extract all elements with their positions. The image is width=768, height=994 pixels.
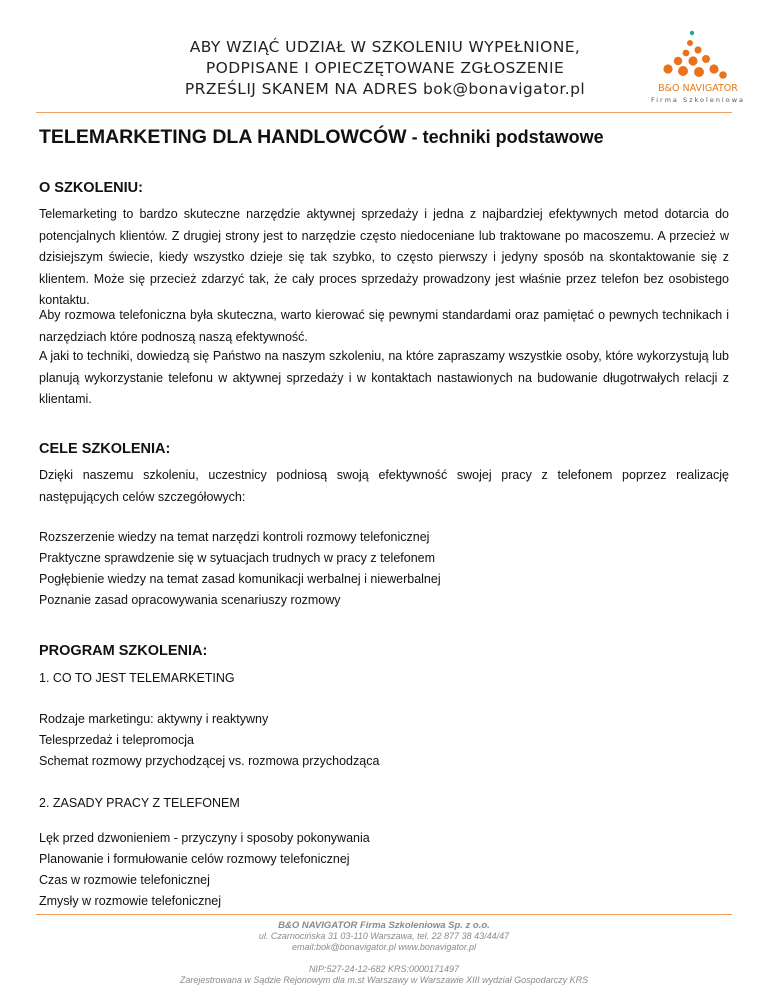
logo-subtitle: Firma Szkoleniowa xyxy=(650,96,746,104)
header-divider xyxy=(36,112,732,113)
goals-intro: Dzięki naszemu szkoleniu, uczestnicy podniosą swoją efektywność swojej pracy z telefonem poprzez realizację następujących celów szczegółowych: xyxy=(39,468,729,504)
program-item: Schemat rozmowy przychodzącej vs. rozmowa przychodząca xyxy=(39,754,380,768)
about-paragraph-3: A jaki to techniki, dowiedzą się Państwo na naszym szkoleniu, na które zapraszamy wszystkie osoby, które wykorzystują lub planują wykorzystanie telefonu w aktywnej sprzedaży i w kontaktach nastawionych na budowanie długotrwałych relacji z klientami. xyxy=(39,349,729,406)
notice-line-2: PODPISANE I OPIECZĘTOWANE ZGŁOSZENIE xyxy=(205,59,565,77)
program-item: Czas w rozmowie telefonicznej xyxy=(39,873,210,887)
title-main: TELEMARKETING DLA HANDLOWCÓW xyxy=(39,126,407,148)
notice-line-1: ABY WZIĄĆ UDZIAŁ W SZKOLENIU WYPEŁNIONE, xyxy=(189,38,581,56)
program-section-2-title: 2. ZASADY PRACY Z TELEFONEM xyxy=(39,796,240,810)
title-rest: - techniki podstawowe xyxy=(406,127,604,147)
goal-item: Praktyczne sprawdzenie się w sytuacjach trudnych w pracy z telefonem xyxy=(39,551,436,565)
footer-ids: NIP:527-24-12-682 KRS:0000171497 xyxy=(308,964,460,974)
about-heading: O SZKOLENIU: xyxy=(39,180,143,196)
footer-divider xyxy=(36,914,732,915)
program-section-1-title: 1. CO TO JEST TELEMARKETING xyxy=(39,671,235,685)
registration-notice xyxy=(150,37,620,100)
goal-item: Poznanie zasad opracowywania scenariuszy rozmowy xyxy=(39,593,341,607)
footer-address: ul. Czarnocińska 31 03-110 Warszawa, tel. 22 877 38 43/44/47 xyxy=(258,931,510,941)
program-item: Zmysły w rozmowie telefonicznej xyxy=(39,894,221,908)
notice-line-3: PRZEŚLIJ SKANEM NA ADRES bok@bonavigator.pl xyxy=(184,80,586,98)
footer-registry: Zarejestrowana w Sądzie Rejonowym dla m.st Warszawy w Warszawie XIII wydział Gospodarczy KRS xyxy=(179,975,589,985)
goal-item: Pogłębienie wiedzy na temat zasad komunikacji werbalnej i niewerbalnej xyxy=(39,572,441,586)
logo-name: B&O NAVIGATOR xyxy=(658,83,738,94)
program-heading: PROGRAM SZKOLENIA: xyxy=(39,643,208,659)
footer-company: B&O NAVIGATOR Firma Szkoleniowa Sp. z o.o. xyxy=(278,920,490,931)
about-paragraph-1: Telemarketing to bardzo skuteczne narzędzie aktywnej sprzedaży i jedna z najbardziej efektywnych metod dotarcia do potencjalnych klientów. Z drugiej strony jest to narzędzie często niedoceniane lub traktowane po macoszemu. A przecież w dzisiejszym świecie, kiedy wszystko dzieje się tak szybko, to często pierwszy i jedyny sposób na skontaktowanie się z klientem. Może się przecież zdarzyć tak, że cały proces sprzedaży prowadzony jest właśnie przez telefon bez osobistego kontaktu. xyxy=(39,207,729,307)
program-item: Lęk przed dzwonieniem - przyczyny i sposoby pokonywania xyxy=(39,831,370,845)
program-item: Planowanie i formułowanie celów rozmowy telefonicznej xyxy=(39,852,350,866)
program-item: Telesprzedaż i telepromocja xyxy=(39,733,194,747)
page-title xyxy=(39,126,604,149)
program-item: Rodzaje marketingu: aktywny i reaktywny xyxy=(39,712,269,726)
goal-item: Rozszerzenie wiedzy na temat narzędzi kontroli rozmowy telefonicznej xyxy=(39,530,430,544)
footer-contact: email:bok@bonavigator.pl www.bonavigator.pl xyxy=(291,942,477,952)
about-paragraph-2: Aby rozmowa telefoniczna była skuteczna, warto kierować się pewnymi standardami oraz pamiętać o pewnych technikach i narzędziach które podnoszą naszą efektywność. xyxy=(39,308,729,344)
logo-dots-icon xyxy=(648,28,748,84)
company-logo xyxy=(648,28,748,108)
goals-heading: CELE SZKOLENIA: xyxy=(39,441,171,457)
